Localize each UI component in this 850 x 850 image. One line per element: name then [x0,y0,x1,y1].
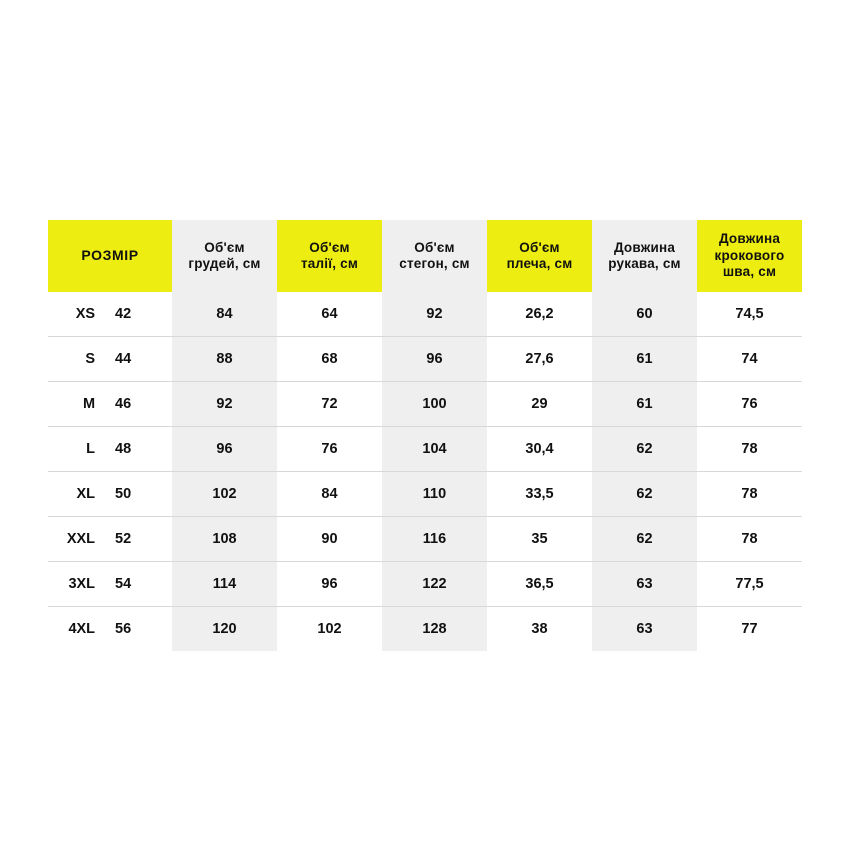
cell-shoulder: 29 [487,382,592,427]
column-header-hips-line1: Об'єм [414,239,455,255]
cell-size [48,427,172,472]
size-number: 56 [115,621,132,637]
cell-sleeve: 60 [592,292,697,337]
table-row [48,427,802,472]
cell-waist: 84 [277,472,382,517]
size-letter: XL [76,486,96,502]
cell-size [48,607,172,652]
column-header-waist-line2: талії, см [300,256,359,271]
table-row [48,337,802,382]
table-row [48,517,802,562]
size-chart-table [48,220,802,651]
cell-hips: 110 [382,472,487,517]
cell-hips: 122 [382,562,487,607]
column-header-chest-line1: Об'єм [204,239,245,255]
cell-hips: 104 [382,427,487,472]
size-letter: S [85,351,96,367]
column-header-inseam-line2: крокового [714,247,785,263]
cell-hips: 92 [382,292,487,337]
size-number: 52 [115,531,132,547]
cell-sleeve: 62 [592,517,697,562]
column-header-waist-line1: Об'єм [309,239,350,255]
column-header-chest [172,220,277,292]
cell-inseam: 77 [697,607,802,652]
cell-hips: 116 [382,517,487,562]
cell-size [48,517,172,562]
size-letter: M [82,396,96,412]
size-letter: 3XL [68,576,96,592]
cell-shoulder: 38 [487,607,592,652]
cell-waist: 72 [277,382,382,427]
column-header-shoulder-line2: плеча, см [506,256,573,271]
size-letter: L [86,441,96,457]
column-header-size [48,220,172,292]
column-header-shoulder [487,220,592,292]
size-letter: 4XL [68,621,96,637]
cell-inseam: 74,5 [697,292,802,337]
table-row [48,382,802,427]
cell-inseam: 78 [697,427,802,472]
column-header-inseam-line3: шва, см [722,264,777,280]
column-header-sleeve-line1: Довжина [613,239,676,255]
table-body [48,292,802,651]
table-row [48,607,802,652]
cell-shoulder: 27,6 [487,337,592,382]
cell-hips: 96 [382,337,487,382]
cell-chest: 120 [172,607,277,652]
cell-waist: 68 [277,337,382,382]
cell-size [48,472,172,517]
size-number: 54 [115,576,132,592]
cell-inseam: 78 [697,472,802,517]
cell-hips: 100 [382,382,487,427]
cell-chest: 114 [172,562,277,607]
cell-size [48,292,172,337]
table-row [48,292,802,337]
cell-size [48,337,172,382]
cell-chest: 108 [172,517,277,562]
cell-sleeve: 63 [592,562,697,607]
size-letter: XXL [66,531,96,547]
column-header-inseam [697,220,802,292]
column-header-shoulder-line1: Об'єм [519,239,560,255]
size-number: 44 [115,351,132,367]
size-number: 48 [115,441,132,457]
cell-waist: 90 [277,517,382,562]
cell-inseam: 76 [697,382,802,427]
cell-size [48,562,172,607]
size-number: 50 [115,486,132,502]
cell-size [48,382,172,427]
cell-waist: 96 [277,562,382,607]
cell-chest: 84 [172,292,277,337]
cell-chest: 92 [172,382,277,427]
cell-sleeve: 62 [592,427,697,472]
cell-shoulder: 36,5 [487,562,592,607]
cell-shoulder: 30,4 [487,427,592,472]
cell-hips: 128 [382,607,487,652]
cell-sleeve: 62 [592,472,697,517]
table-row [48,472,802,517]
column-header-chest-line2: грудей, см [188,256,261,271]
cell-inseam: 78 [697,517,802,562]
cell-waist: 64 [277,292,382,337]
table-row [48,562,802,607]
size-chart-table-wrapper [48,220,802,651]
table-header-row [48,220,802,292]
cell-shoulder: 26,2 [487,292,592,337]
column-header-inseam-line1: Довжина [718,231,781,247]
column-header-sleeve [592,220,697,292]
cell-inseam: 74 [697,337,802,382]
cell-shoulder: 33,5 [487,472,592,517]
size-number: 42 [115,306,132,322]
cell-waist: 102 [277,607,382,652]
cell-inseam: 77,5 [697,562,802,607]
size-letter: XS [75,306,96,322]
cell-chest: 102 [172,472,277,517]
table-header [48,220,802,292]
cell-shoulder: 35 [487,517,592,562]
cell-sleeve: 61 [592,337,697,382]
cell-waist: 76 [277,427,382,472]
cell-chest: 88 [172,337,277,382]
column-header-hips [382,220,487,292]
cell-sleeve: 63 [592,607,697,652]
column-header-hips-line2: стегон, см [399,256,470,271]
size-number: 46 [115,396,132,412]
cell-sleeve: 61 [592,382,697,427]
cell-chest: 96 [172,427,277,472]
column-header-waist [277,220,382,292]
column-header-sleeve-line2: рукава, см [608,256,681,271]
column-header-size-label: РОЗМІР [81,247,139,264]
